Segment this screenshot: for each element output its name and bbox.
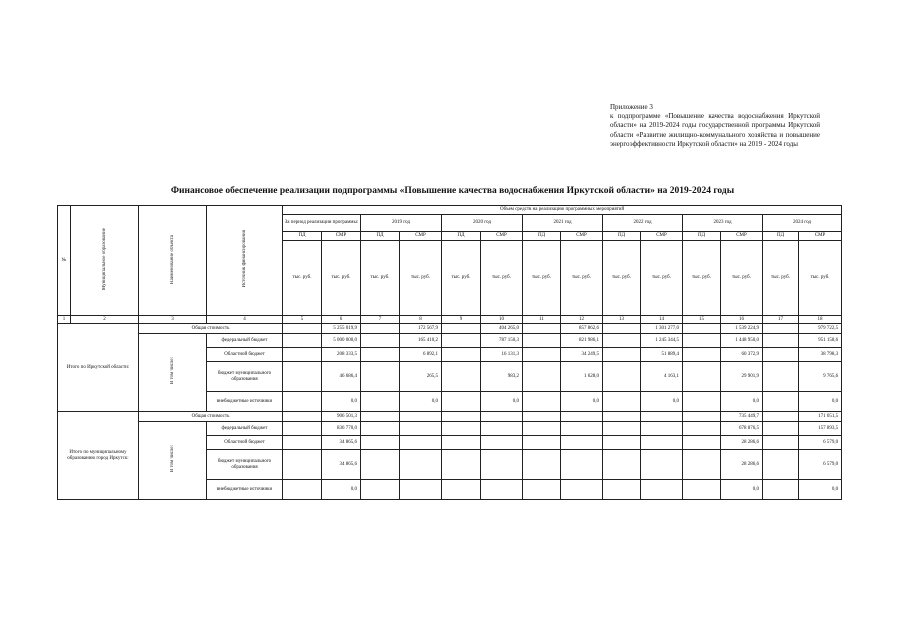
value-cell <box>361 436 400 450</box>
header-pd: ПД <box>683 232 721 241</box>
value-cell: 60 372,9 <box>721 348 763 362</box>
value-cell: 6 892,1 <box>400 348 442 362</box>
value-cell: 157 893,5 <box>799 422 842 436</box>
header-smr: СМР <box>641 232 683 241</box>
header-financing-source: Источник финансирования <box>207 206 283 316</box>
value-cell <box>442 348 481 362</box>
value-cell <box>283 412 322 422</box>
value-cell: 29 901,9 <box>721 362 763 392</box>
value-cell <box>442 334 481 348</box>
value-cell <box>763 422 799 436</box>
value-cell: 983,2 <box>481 362 523 392</box>
value-cell <box>400 422 442 436</box>
column-number: 9 <box>442 316 481 324</box>
value-cell <box>683 392 721 412</box>
value-cell <box>283 480 322 500</box>
source-label: внебюджетные источники <box>207 392 283 412</box>
value-cell <box>523 422 561 436</box>
value-cell <box>683 362 721 392</box>
column-number: 16 <box>721 316 763 324</box>
value-cell <box>603 334 641 348</box>
header-object-name: Наименование объекта <box>139 206 207 316</box>
value-cell: 787 150,3 <box>481 334 523 348</box>
value-cell <box>442 480 481 500</box>
block-total-label: Итого по муниципальному образованию город Иркутск: <box>58 412 139 500</box>
value-cell: 265,5 <box>400 362 442 392</box>
value-cell: 404 265,0 <box>481 324 523 334</box>
value-cell <box>683 450 721 480</box>
value-cell: 1 539 224,9 <box>721 324 763 334</box>
column-number: 8 <box>400 316 442 324</box>
value-cell <box>361 392 400 412</box>
value-cell: 46 686,4 <box>322 362 361 392</box>
header-unit: тыс. руб. <box>721 241 763 316</box>
value-cell <box>683 324 721 334</box>
header-municipality: Муниципальное образование <box>71 206 139 316</box>
value-cell: 821 986,1 <box>561 334 603 348</box>
annex-header: Приложение 3 <box>610 103 653 111</box>
value-cell <box>523 480 561 500</box>
header-unit: тыс. руб. <box>683 241 721 316</box>
value-cell <box>763 436 799 450</box>
header-pd: ПД <box>442 232 481 241</box>
value-cell <box>603 422 641 436</box>
value-cell <box>442 392 481 412</box>
header-unit: тыс. руб. <box>799 241 842 316</box>
value-cell <box>400 480 442 500</box>
value-cell: 28 286,6 <box>721 450 763 480</box>
value-cell <box>283 436 322 450</box>
value-cell: 735 449,7 <box>721 412 763 422</box>
header-volume: Объем средств на реализацию программных мероприятий <box>283 206 842 215</box>
value-cell: 51 889,4 <box>641 348 683 362</box>
value-cell <box>523 436 561 450</box>
source-label: бюджет муниципального образования <box>207 362 283 392</box>
value-cell <box>442 450 481 480</box>
header-pd: ПД <box>763 232 799 241</box>
value-cell: 857 862,6 <box>561 324 603 334</box>
header-unit: тыс. руб. <box>361 241 400 316</box>
source-label: Общая стоимость <box>139 324 283 334</box>
value-cell: 0,0 <box>400 392 442 412</box>
column-number: 6 <box>322 316 361 324</box>
value-cell <box>561 422 603 436</box>
column-number: 1 <box>58 316 71 324</box>
value-cell <box>361 324 400 334</box>
annex-note <box>610 103 820 149</box>
value-cell <box>763 348 799 362</box>
value-cell: 0,0 <box>322 480 361 500</box>
column-number: 14 <box>641 316 683 324</box>
column-number: 13 <box>603 316 641 324</box>
value-cell <box>361 348 400 362</box>
value-cell <box>523 392 561 412</box>
header-smr: СМР <box>799 232 842 241</box>
value-cell: 678 876,5 <box>721 422 763 436</box>
value-cell <box>763 334 799 348</box>
value-cell <box>603 450 641 480</box>
value-cell <box>361 362 400 392</box>
header-smr: СМР <box>481 232 523 241</box>
column-number: 12 <box>561 316 603 324</box>
source-label: Областной бюджет <box>207 436 283 450</box>
value-cell <box>523 324 561 334</box>
value-cell: 0,0 <box>641 392 683 412</box>
value-cell <box>361 412 400 422</box>
value-cell: 34 865,6 <box>322 436 361 450</box>
value-cell: 836 770,0 <box>322 422 361 436</box>
value-cell <box>603 348 641 362</box>
value-cell <box>523 348 561 362</box>
value-cell: 0,0 <box>322 392 361 412</box>
header-number: № <box>58 206 71 316</box>
value-cell <box>481 436 523 450</box>
header-pd: ПД <box>523 232 561 241</box>
value-cell: 0,0 <box>799 480 842 500</box>
value-cell <box>603 392 641 412</box>
table-row <box>58 324 842 334</box>
value-cell <box>641 450 683 480</box>
column-number: 4 <box>207 316 283 324</box>
value-cell <box>361 450 400 480</box>
value-cell: 6 579,0 <box>799 450 842 480</box>
source-label: федеральный бюджет <box>207 334 283 348</box>
value-cell: 0,0 <box>721 480 763 500</box>
in-that-number-label: В том числе: <box>139 422 207 500</box>
value-cell: 1 301 277,0 <box>641 324 683 334</box>
value-cell: 34 249,5 <box>561 348 603 362</box>
source-label: внебюджетные источники <box>207 480 283 500</box>
column-number: 18 <box>799 316 842 324</box>
value-cell <box>283 450 322 480</box>
column-number: 7 <box>361 316 400 324</box>
header-year-2021: 2021 год <box>523 215 603 232</box>
source-label: Областной бюджет <box>207 348 283 362</box>
header-smr: СМР <box>721 232 763 241</box>
value-cell <box>763 324 799 334</box>
value-cell <box>763 450 799 480</box>
value-cell <box>763 412 799 422</box>
value-cell <box>641 480 683 500</box>
value-cell <box>442 412 481 422</box>
value-cell <box>763 362 799 392</box>
column-number: 11 <box>523 316 561 324</box>
value-cell <box>481 422 523 436</box>
value-cell <box>523 362 561 392</box>
value-cell <box>683 334 721 348</box>
value-cell: 5 000 000,0 <box>322 334 361 348</box>
value-cell <box>481 450 523 480</box>
value-cell: 1 448 950,0 <box>721 334 763 348</box>
value-cell <box>603 436 641 450</box>
value-cell <box>523 450 561 480</box>
table-row <box>58 422 842 436</box>
header-unit: тыс. руб. <box>481 241 523 316</box>
value-cell: 979 722,5 <box>799 324 842 334</box>
value-cell <box>481 412 523 422</box>
value-cell <box>683 480 721 500</box>
column-number: 10 <box>481 316 523 324</box>
table-row <box>58 334 842 348</box>
value-cell <box>442 362 481 392</box>
value-cell <box>361 422 400 436</box>
column-number: 15 <box>683 316 721 324</box>
value-cell: 28 286,6 <box>721 436 763 450</box>
value-cell <box>603 324 641 334</box>
value-cell: 4 163,1 <box>641 362 683 392</box>
value-cell <box>763 480 799 500</box>
value-cell: 38 798,3 <box>799 348 842 362</box>
header-pd: ПД <box>361 232 400 241</box>
value-cell <box>523 334 561 348</box>
value-cell: 0,0 <box>561 392 603 412</box>
value-cell: 9 765,6 <box>799 362 842 392</box>
header-unit: тыс. руб. <box>322 241 361 316</box>
column-number: 5 <box>283 316 322 324</box>
value-cell <box>283 324 322 334</box>
value-cell: 172 567,9 <box>400 324 442 334</box>
header-period-total: За период реализации программы: <box>283 215 361 232</box>
column-number: 17 <box>763 316 799 324</box>
value-cell <box>561 450 603 480</box>
value-cell: 0,0 <box>481 392 523 412</box>
value-cell <box>683 412 721 422</box>
value-cell: 5 255 019,9 <box>322 324 361 334</box>
value-cell <box>400 450 442 480</box>
value-cell <box>283 422 322 436</box>
value-cell <box>561 436 603 450</box>
value-cell <box>641 422 683 436</box>
column-number: 3 <box>139 316 207 324</box>
value-cell <box>400 436 442 450</box>
value-cell <box>361 480 400 500</box>
header-smr: СМР <box>322 232 361 241</box>
value-cell <box>641 436 683 450</box>
value-cell <box>561 480 603 500</box>
document-title: Финансовое обеспечение реализации подпрограммы «Повышение качества водоснабжения Иркутской области» на 2019-2024 годы <box>170 186 735 196</box>
value-cell: 906 501,3 <box>322 412 361 422</box>
value-cell: 208 333,5 <box>322 348 361 362</box>
value-cell <box>361 334 400 348</box>
value-cell <box>603 480 641 500</box>
source-label: бюджет муниципального образования <box>207 450 283 480</box>
table-row <box>58 412 842 422</box>
header-unit: тыс. руб. <box>283 241 322 316</box>
in-that-number-label: В том числе: <box>139 334 207 412</box>
value-cell <box>683 348 721 362</box>
value-cell <box>561 412 603 422</box>
value-cell <box>683 422 721 436</box>
value-cell <box>283 334 322 348</box>
financing-table <box>57 205 842 500</box>
annex-body: к подпрограмме «Повышение качества водоснабжения Иркутской области» на 2019-2024 годы государственной программы Иркутской области «Развитие жилищно-коммунального хозяйства и повышение энергоэффективности Иркутской области» на 2019 - 2024 годы <box>610 112 820 148</box>
source-label: федеральный бюджет <box>207 422 283 436</box>
value-cell: 165 410,2 <box>400 334 442 348</box>
value-cell <box>603 412 641 422</box>
source-label: Общая стоимость <box>139 412 283 422</box>
value-cell: 1 245 344,5 <box>641 334 683 348</box>
value-cell <box>283 362 322 392</box>
header-smr: СМР <box>561 232 603 241</box>
value-cell <box>481 480 523 500</box>
value-cell: 171 051,5 <box>799 412 842 422</box>
header-year-2024: 2024 год <box>763 215 842 232</box>
value-cell <box>603 362 641 392</box>
header-unit: тыс. руб. <box>763 241 799 316</box>
column-number: 2 <box>71 316 139 324</box>
header-unit: тыс. руб. <box>400 241 442 316</box>
header-year-2022: 2022 год <box>603 215 683 232</box>
header-unit: тыс. руб. <box>603 241 641 316</box>
header-pd: ПД <box>603 232 641 241</box>
value-cell <box>283 348 322 362</box>
header-smr: СМР <box>400 232 442 241</box>
value-cell: 0,0 <box>721 392 763 412</box>
value-cell <box>683 436 721 450</box>
header-unit: тыс. руб. <box>442 241 481 316</box>
header-year-2023: 2023 год <box>683 215 763 232</box>
header-year-2019: 2019 год <box>361 215 442 232</box>
value-cell: 1 628,0 <box>561 362 603 392</box>
header-pd: ПД <box>283 232 322 241</box>
value-cell: 6 579,0 <box>799 436 842 450</box>
value-cell <box>442 436 481 450</box>
value-cell <box>442 422 481 436</box>
value-cell <box>641 412 683 422</box>
value-cell: 34 865,6 <box>322 450 361 480</box>
header-year-2020: 2020 год <box>442 215 523 232</box>
header-unit: тыс. руб. <box>561 241 603 316</box>
value-cell <box>283 392 322 412</box>
value-cell <box>523 412 561 422</box>
value-cell <box>442 324 481 334</box>
value-cell: 16 131,3 <box>481 348 523 362</box>
value-cell <box>400 412 442 422</box>
block-total-label: Итого по Иркутской области: <box>58 324 139 412</box>
header-unit: тыс. руб. <box>641 241 683 316</box>
header-unit: тыс. руб. <box>523 241 561 316</box>
value-cell: 951 158,6 <box>799 334 842 348</box>
value-cell <box>763 392 799 412</box>
value-cell: 0,0 <box>799 392 842 412</box>
